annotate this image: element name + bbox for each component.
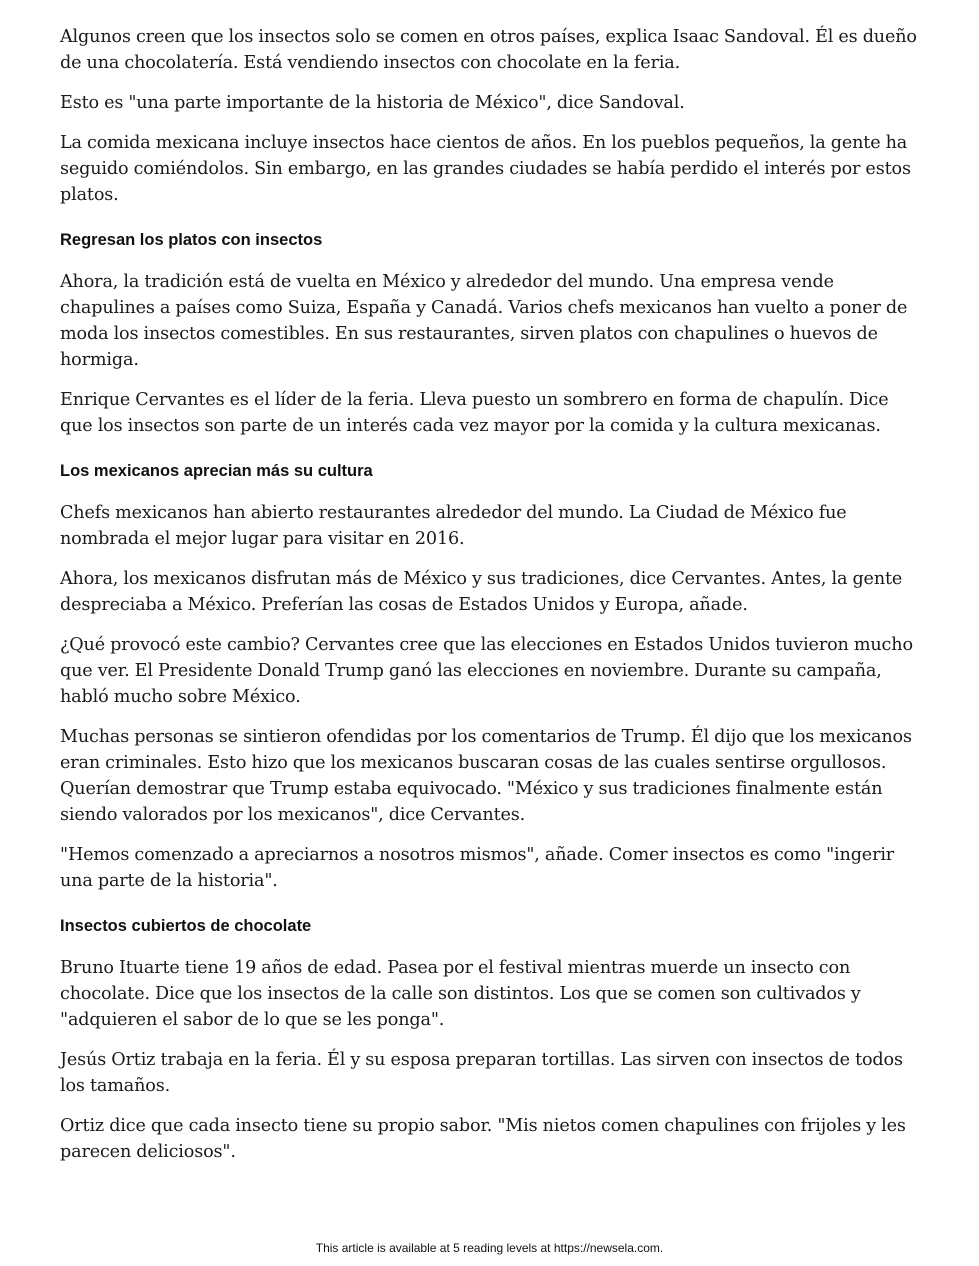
section-heading: Insectos cubiertos de chocolate bbox=[60, 917, 312, 935]
paragraph: Esto es "una parte importante de la historia de México", dice Sandoval. bbox=[60, 93, 685, 113]
paragraph: Jesús Ortiz trabaja en la feria. Él y su esposa preparan tortillas. Las sirven con insectos de todos los tamaños. bbox=[60, 1050, 903, 1096]
section-heading: Los mexicanos aprecian más su cultura bbox=[60, 462, 373, 480]
article-body bbox=[60, 24, 918, 1179]
paragraph: "Hemos comenzado a apreciarnos a nosotros mismos", añade. Comer insectos es como "ingerir una parte de la historia". bbox=[60, 845, 895, 891]
paragraph: Ortiz dice que cada insecto tiene su propio sabor. "Mis nietos comen chapulines con frijoles y les parecen deliciosos". bbox=[60, 1116, 906, 1162]
paragraph: Algunos creen que los insectos solo se comen en otros países, explica Isaac Sandoval. Él es dueño de una chocolatería. Está vendiendo insectos con chocolate en la feria. bbox=[60, 27, 917, 73]
paragraph: Ahora, los mexicanos disfrutan más de México y sus tradiciones, dice Cervantes. Antes, la gente despreciaba a México. Preferían las cosas de Estados Unidos y Europa, añade. bbox=[60, 569, 903, 615]
paragraph: Chefs mexicanos han abierto restaurantes alrededor del mundo. La Ciudad de México fue nombrada el mejor lugar para visitar en 2016. bbox=[60, 503, 847, 549]
section-heading: Regresan los platos con insectos bbox=[60, 231, 323, 249]
paragraph: La comida mexicana incluye insectos hace cientos de años. En los pueblos pequeños, la gente ha seguido comiéndolos. Sin embargo, en las grandes ciudades se había perdido el interés por estos platos. bbox=[60, 133, 911, 205]
page-footer: This article is available at 5 reading levels at https://newsela.com. bbox=[315, 1241, 664, 1255]
paragraph: Bruno Ituarte tiene 19 años de edad. Pasea por el festival mientras muerde un insecto con chocolate. Dice que los insectos de la calle son distintos. Los que se comen son cultivados y "adquieren el sabor de lo que se les ponga". bbox=[60, 958, 861, 1030]
paragraph: ¿Qué provocó este cambio? Cervantes cree que las elecciones en Estados Unidos tuvieron mucho que ver. El Presidente Donald Trump ganó las elecciones en noviembre. Durante su campaña, habló mucho sobre México. bbox=[60, 635, 913, 707]
paragraph: Enrique Cervantes es el líder de la feria. Lleva puesto un sombrero en forma de chapulín. Dice que los insectos son parte de un interés cada vez mayor por la comida y la cultura mexicanas. bbox=[60, 390, 889, 436]
paragraph: Ahora, la tradición está de vuelta en México y alrededor del mundo. Una empresa vende chapulines a países como Suiza, España y Canadá. Varios chefs mexicanos han vuelto a poner de moda los insectos comestibles. En sus restaurantes, sirven platos con chapulines o huevos de hormiga. bbox=[60, 272, 908, 370]
paragraph: Muchas personas se sintieron ofendidas por los comentarios de Trump. Él dijo que los mexicanos eran criminales. Esto hizo que los mexicanos buscaran cosas de las cuales sentirse orgullosos. Querían demostrar que Trump estaba equivocado. "México y sus tradiciones finalmente están siendo valorados por los mexicanos", dice Cervantes. bbox=[60, 727, 912, 825]
